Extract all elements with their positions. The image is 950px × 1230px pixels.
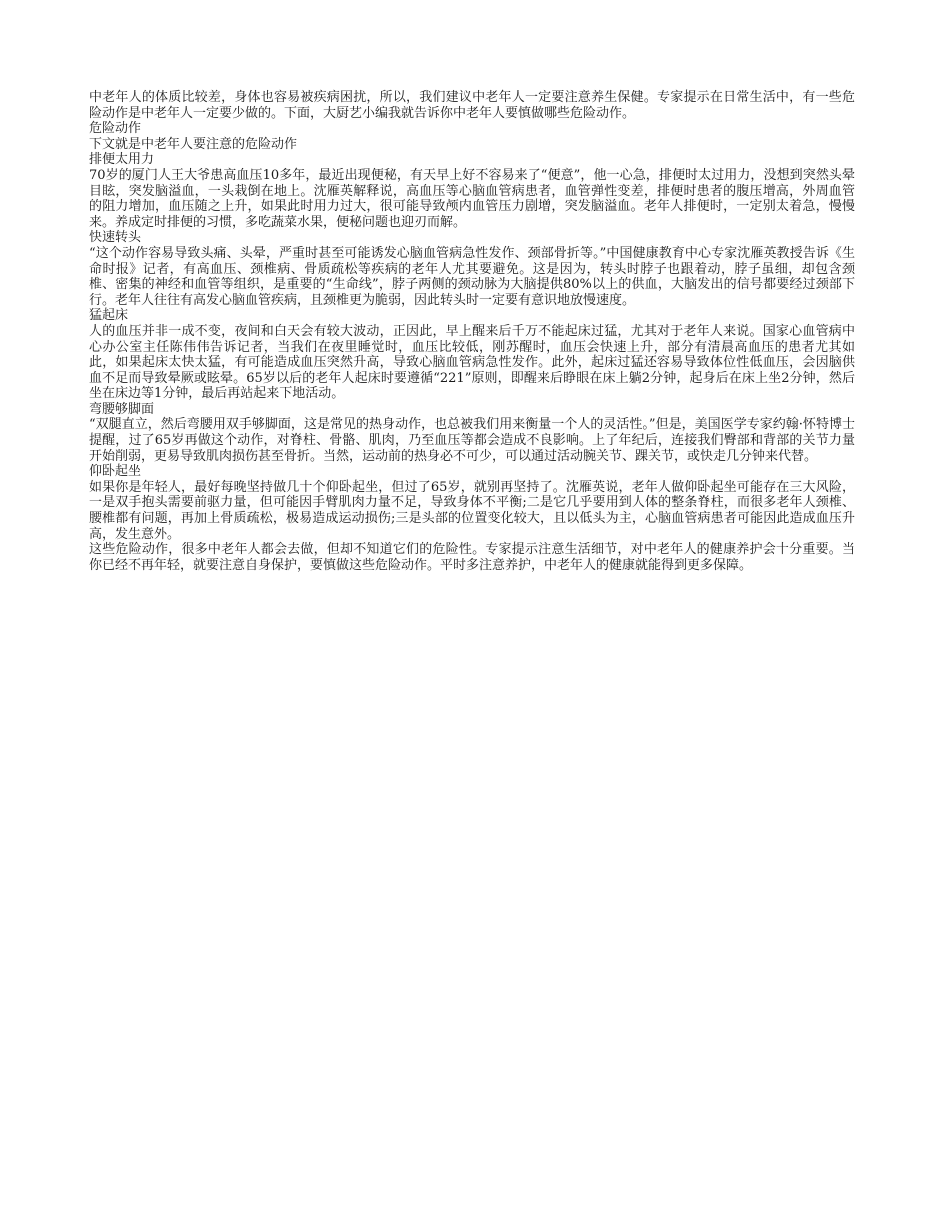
body-fast-head-turn: “这个动作容易导致头痛、头晕，严重时甚至可能诱发心脑血管病急性发作、颈部骨折等。”中国健康教育中心专家沈雁英教授告诉《生命时报》记者，有高血压、颈椎病、骨质疏松等疾病的老年人尤其要避免。这是因为，转头时脖子也跟着动，脖子虽细，却包含颈椎、密集的神经和血管等组织，是重要的“生命线”，脖子两侧的颈动脉为大脑提供80%以上的供血，大脑发出的信号都要经过颈部下行。老年人往往有高发心脑血管疾病，且颈椎更为脆弱，因此转头时一定要有意识地放慢速度。	[89, 245, 855, 308]
heading-fast-head-turn: 快速转头	[89, 230, 142, 246]
intro-paragraph: 中老年人的体质比较差，身体也容易被疾病困扰，所以，我们建议中老年人一定要注意养生保健。专家提示在日常生活中，有一些危险动作是中老年人一定要少做的。下面，大厨艺小编我就告诉你中老年人要慎做哪些危险动作。	[89, 90, 855, 121]
article	[89, 90, 855, 573]
body-toe-touch: “双腿直立，然后弯腰用双手够脚面，这是常见的热身动作，也总被我们用来衡量一个人的灵活性。”但是，美国医学专家约翰·怀特博士提醒，过了65岁再做这个动作，对脊柱、骨骼、肌肉，乃至血压等都会造成不良影响。上了年纪后，连接我们臀部和背部的关节力量开始削弱，更易导致肌肉损伤甚至骨折。当然，运动前的热身必不可少，可以通过活动腕关节、踝关节，或快走几分钟来代替。	[89, 417, 855, 464]
section-label: 危险动作	[89, 121, 142, 137]
heading-straining-bowel: 排便太用力	[89, 152, 155, 168]
body-sudden-rise: 人的血压并非一成不变，夜间和白天会有较大波动，正因此，早上醒来后千万不能起床过猛，尤其对于老年人来说。国家心血管病中心办公室主任陈伟伟告诉记者，当我们在夜里睡觉时，血压比较低，刚苏醒时，血压会快速上升，部分有清晨高血压的患者尤其如此，如果起床太快太猛，有可能造成血压突然升高，导致心脑血管病急性发作。此外，起床过猛还容易导致体位性低血压，会因脑供血不足而导致晕厥或眩晕。65岁以后的老年人起床时要遵循“221”原则，即醒来后睁眼在床上躺2分钟，起身后在床上坐2分钟，然后坐在床边等1分钟，最后再站起来下地活动。	[89, 323, 855, 402]
heading-sit-ups: 仰卧起坐	[89, 464, 142, 480]
heading-toe-touch: 弯腰够脚面	[89, 401, 155, 417]
body-straining-bowel: 70岁的厦门人王大爷患高血压10多年，最近出现便秘，有天早上好不容易来了“便意”，他一心急，排便时太过用力，没想到突然头晕目眩，突发脑溢血，一头栽倒在地上。沈雁英解释说，高血压等心脑血管病患者，血管弹性变差，排便时患者的腹压增高，外周血管的阻力增加，血压随之上升，如果此时用力过大，很可能导致颅内血管压力剧增，突发脑溢血。老年人排便时，一定别太着急，慢慢来。养成定时排便的习惯，多吃蔬菜水果，便秘问题也迎刃而解。	[89, 167, 855, 230]
heading-sudden-rise: 猛起床	[89, 308, 129, 324]
body-sit-ups: 如果你是年轻人，最好每晚坚持做几十个仰卧起坐，但过了65岁，就别再坚持了。沈雁英说，老年人做仰卧起坐可能存在三大风险，一是双手抱头需要前驱力量，但可能因手臂肌肉力量不足，导致身体不平衡;二是它几乎要用到人体的整条脊柱，而很多老年人颈椎、腰椎都有问题，再加上骨质疏松，极易造成运动损伤;三是头部的位置变化较大，且以低头为主，心脑血管病患者可能因此造成血压升高，发生意外。	[89, 479, 855, 542]
lead-paragraph: 下文就是中老年人要注意的危险动作	[89, 136, 298, 152]
conclusion-paragraph: 这些危险动作，很多中老年人都会去做，但却不知道它们的危险性。专家提示注意生活细节，对中老年人的健康养护会十分重要。当你已经不再年轻，就要注意自身保护，要慎做这些危险动作。平时多注意养护，中老年人的健康就能得到更多保障。	[89, 542, 855, 573]
